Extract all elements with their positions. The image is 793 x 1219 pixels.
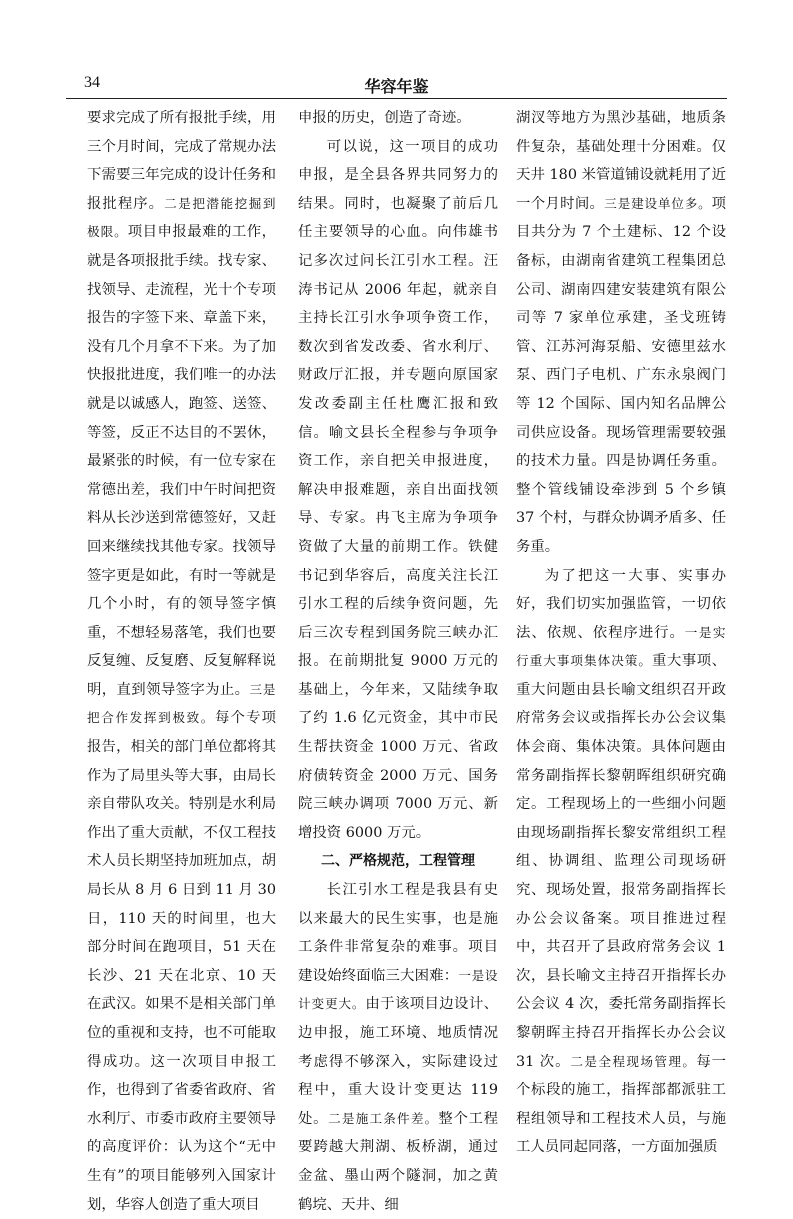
paragraph [516,562,726,1162]
emphasis-phrase: 二是全程现场管理。 [570,1053,697,1069]
body-text: 整个工程要跨越大荆湖、板桥湖，通过金盆、墨山两个隧洞，加之黄鹤垸、天井、细 [298,1110,498,1213]
body-text: 每个专项报告，相关的部门单位都将其作为了局里头等大事，由局长亲自带队攻关。特别是水利局作出了重大贡献，不仅工程技术人员长期坚持加班加点，胡局长从 8 月 6 日到 11 月 30 日，110 天的时间里，也大部分时间在跑项目，51 天在长沙、21 天在北京、10 天在武汉。如果不是相关部门单位的重视和支持，也不可能取得成功。这一次项目申报工作，也得到了省委省政府、省水利厅、市委市政府主要领导的高度评价：认为这个“无中生有”的项目能够列入国家计划，华容人创造了重大项目 [87,710,276,1213]
text-column-2 [298,104,498,1213]
book-title: 华容年鉴 [364,77,429,96]
paragraph [87,104,276,1219]
page-number: 34 [84,74,100,91]
emphasis-phrase: 三是建设单位多。 [604,195,712,211]
body-text: 湖汊等地方为黑沙基础，地质条件复杂，基础处理十分困难。仅天井 180 米管道铺设就耗用了近一个月时间。 [516,110,726,212]
paragraph: 申报的历史，创造了奇迹。 [298,110,471,126]
paragraph [298,876,498,1219]
body-text: 要求完成了所有报批手续，用三个月时间，完成了常规办法下需要三年完成的设计任务和报批程序。 [87,110,276,212]
body-text: 重大事项、重大问题由县长喻文组织召开政府常务会议或指挥长办公会议集体会商、集体决策。具体问题由常务副指挥长黎朝晖组织研究确定。工程现场上的一些细小问题由现场副指挥长黎安常组织工程组、协调组、监理公司现场研究、现场处置，报常务副指挥长办公会议备案。项目推进过程中，共召开了县政府常务会议 1 次，县长喻文主持召开指挥长办公会议 4 次，委托常务副指挥长黎朝晖主持召开指挥长办公会议 31 次。 [516,653,726,1070]
running-header [66,74,727,96]
text-column-3 [516,104,726,1156]
body-text: 每一个标段的施工，指挥部都派驻工程组领导和工程技术人员，与施工人员同起同落，一方面加强质 [516,1053,726,1156]
emphasis-phrase: 二是把潜能挖掘到极限。 [87,195,276,240]
emphasis-phrase: 一是实行重大事项集体决策。 [516,624,726,669]
emphasis-phrase: 一是设计变更大。 [298,967,498,1012]
paragraph [516,104,726,562]
emphasis-phrase: 二是施工条件差。 [328,1110,439,1126]
text-column-1 [87,104,276,1213]
paragraph: 可以说，这一项目的成功申报，是全县各界共同努力的结果。同时，也凝聚了前后几任主要领导的心血。向伟雄书记多次过问长江引水工程。汪涛书记从 2006 年起，就亲自主持长江引水争项争资工作，数次到省发改委、省水利厅、财政厅汇报，并专题向原国家发改委副主任杜鹰汇报和致信。喻文县长全程参与争项争资工作，亲自把关申报进度，解决申报难题，亲自出面找领导、专家。冉飞主席为争项争资做了大量的前期工作。铁健书记到华容后，高度关注长江引水工程的后续争资问题，先后三次专程到国务院三峡办汇报。在前期批复 9000 万元的基础上，今年来，又陆续争取了约 1.6 亿元资金，其中市民生帮扶资金 1000 万元、省政府债转资金 2000 万元、国务院三峡办调项 7000 万元、新增投资 6000 万元。 [298,138,498,841]
body-text: 为了把这一大事、实事办好，我们切实加强监管，一切依法、依规、依程序进行。 [516,567,726,641]
body-text: 长江引水工程是我县有史以来最大的民生实事，也是施工条件非常复杂的难事。项目建设始终面临三大困难： [298,882,498,984]
body-text: 项目申报最难的工作，就是各项报批手续。找专家、找领导、走流程，光十个专项报告的字签下来、章盖下来，没有几个月拿不下来。为了加快报批进度，我们唯一的办法就是以诚感人，跑签、送签、等签，反正不达目的不罢休，最紧张的时候，有一位专家在常德出差，我们中午时间把资料从长沙送到常德签好，又赶回来继续找其他专家。找领导签字更是如此，有时一等就是几个小时，有的领导签字慎重，不想轻易落笔，我们也要反复缠、反复磨、反复解释说明，直到领导签字为止。 [87,224,276,698]
body-text: 项目共分为 7 个土建标、12 个设备标，由湖南省建筑工程集团总公司、湖南四建安装建筑有限公司等 7 家单位承建，圣戈班铸管、江苏河海泵船、安德里兹水泵、西门子电机、广东永泉阀门等 12 个国际、国内知名品牌公司供应设备。现场管理需要较强的技术力量。四是协调任务重。整个管线铺设牵涉到 5 个乡镇 37 个村，与群众协调矛盾多、任务重。 [516,195,726,555]
body-text: 由于该项目边设计、边申报，施工环境、地质情况考虑得不够深入，实际建设过程中，重大设计变更达 119 处。 [298,996,498,1127]
section-heading: 二、严格规范，工程管理 [321,853,475,870]
emphasis-phrase: 三是把合作发挥到极致。 [87,681,276,726]
header-rule [66,98,727,99]
